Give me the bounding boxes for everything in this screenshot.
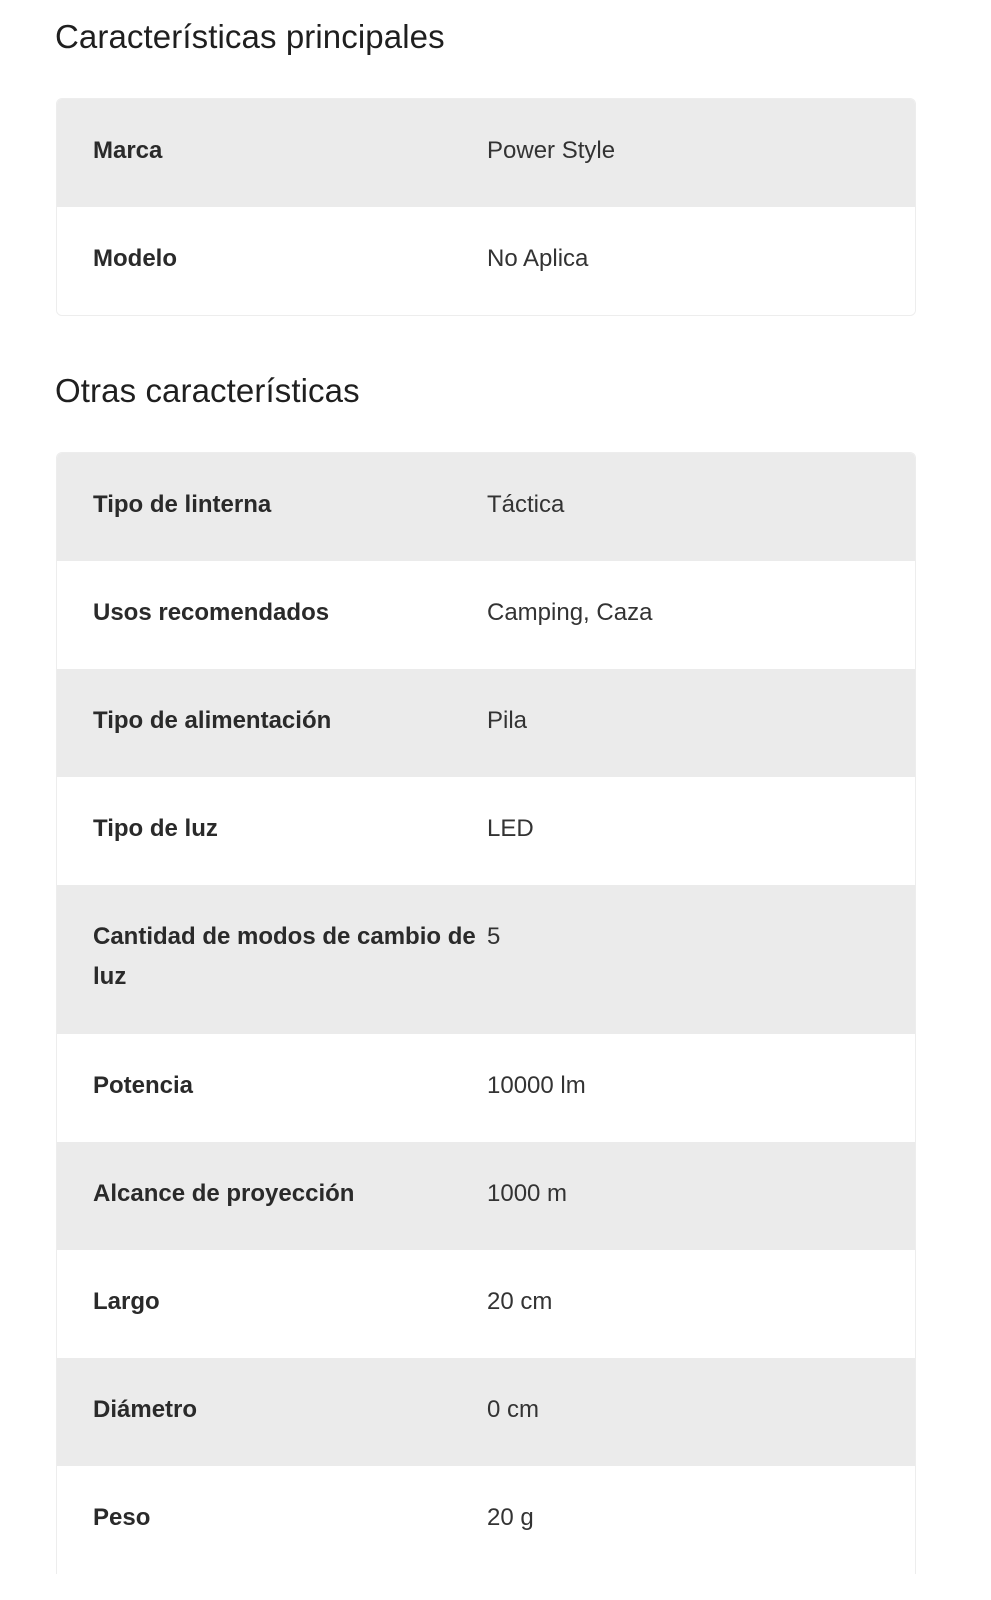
spec-row-peso <box>57 1466 915 1574</box>
spec-label: Tipo de luz <box>93 815 218 842</box>
spec-row-marca <box>57 99 915 207</box>
spec-row-tipo-de-alimentacion <box>57 669 915 777</box>
spec-row-potencia <box>57 1034 915 1142</box>
spec-label: Tipo de linterna <box>93 491 272 518</box>
spec-label: Cantidad de modos de cambio de luz <box>93 923 476 990</box>
main-specs-table <box>56 98 916 316</box>
spec-value: 1000 m <box>487 1180 568 1207</box>
spec-value: 0 cm <box>487 1396 540 1423</box>
spec-row-cantidad-de-modos <box>57 885 915 1034</box>
spec-value: 20 g <box>487 1504 534 1531</box>
spec-value: LED <box>487 815 534 842</box>
spec-label: Marca <box>93 137 163 164</box>
spec-value: 10000 lm <box>487 1072 586 1099</box>
spec-label: Alcance de proyección <box>93 1180 355 1207</box>
spec-row-alcance-de-proyeccion <box>57 1142 915 1250</box>
spec-label: Modelo <box>93 245 177 272</box>
spec-value: Táctica <box>487 491 565 518</box>
spec-row-tipo-de-linterna <box>57 453 915 561</box>
other-specs-title: Otras características <box>55 372 360 409</box>
spec-value: Power Style <box>487 137 616 164</box>
spec-row-largo <box>57 1250 915 1358</box>
spec-row-tipo-de-luz <box>57 777 915 885</box>
main-specs-title: Características principales <box>55 18 445 55</box>
spec-row-modelo <box>57 207 915 315</box>
spec-label: Diámetro <box>93 1396 198 1423</box>
spec-row-usos-recomendados <box>57 561 915 669</box>
spec-row-diametro <box>57 1358 915 1466</box>
spec-value: Camping, Caza <box>487 599 653 626</box>
spec-value: No Aplica <box>487 245 589 272</box>
spec-value: 5 <box>487 923 501 950</box>
spec-value: 20 cm <box>487 1288 553 1315</box>
spec-value: Pila <box>487 707 528 734</box>
other-specs-table <box>56 452 916 1574</box>
spec-label: Tipo de alimentación <box>93 707 332 734</box>
spec-label: Largo <box>93 1288 160 1315</box>
spec-label: Peso <box>93 1504 151 1531</box>
spec-label: Potencia <box>93 1072 194 1099</box>
spec-label: Usos recomendados <box>93 599 330 626</box>
